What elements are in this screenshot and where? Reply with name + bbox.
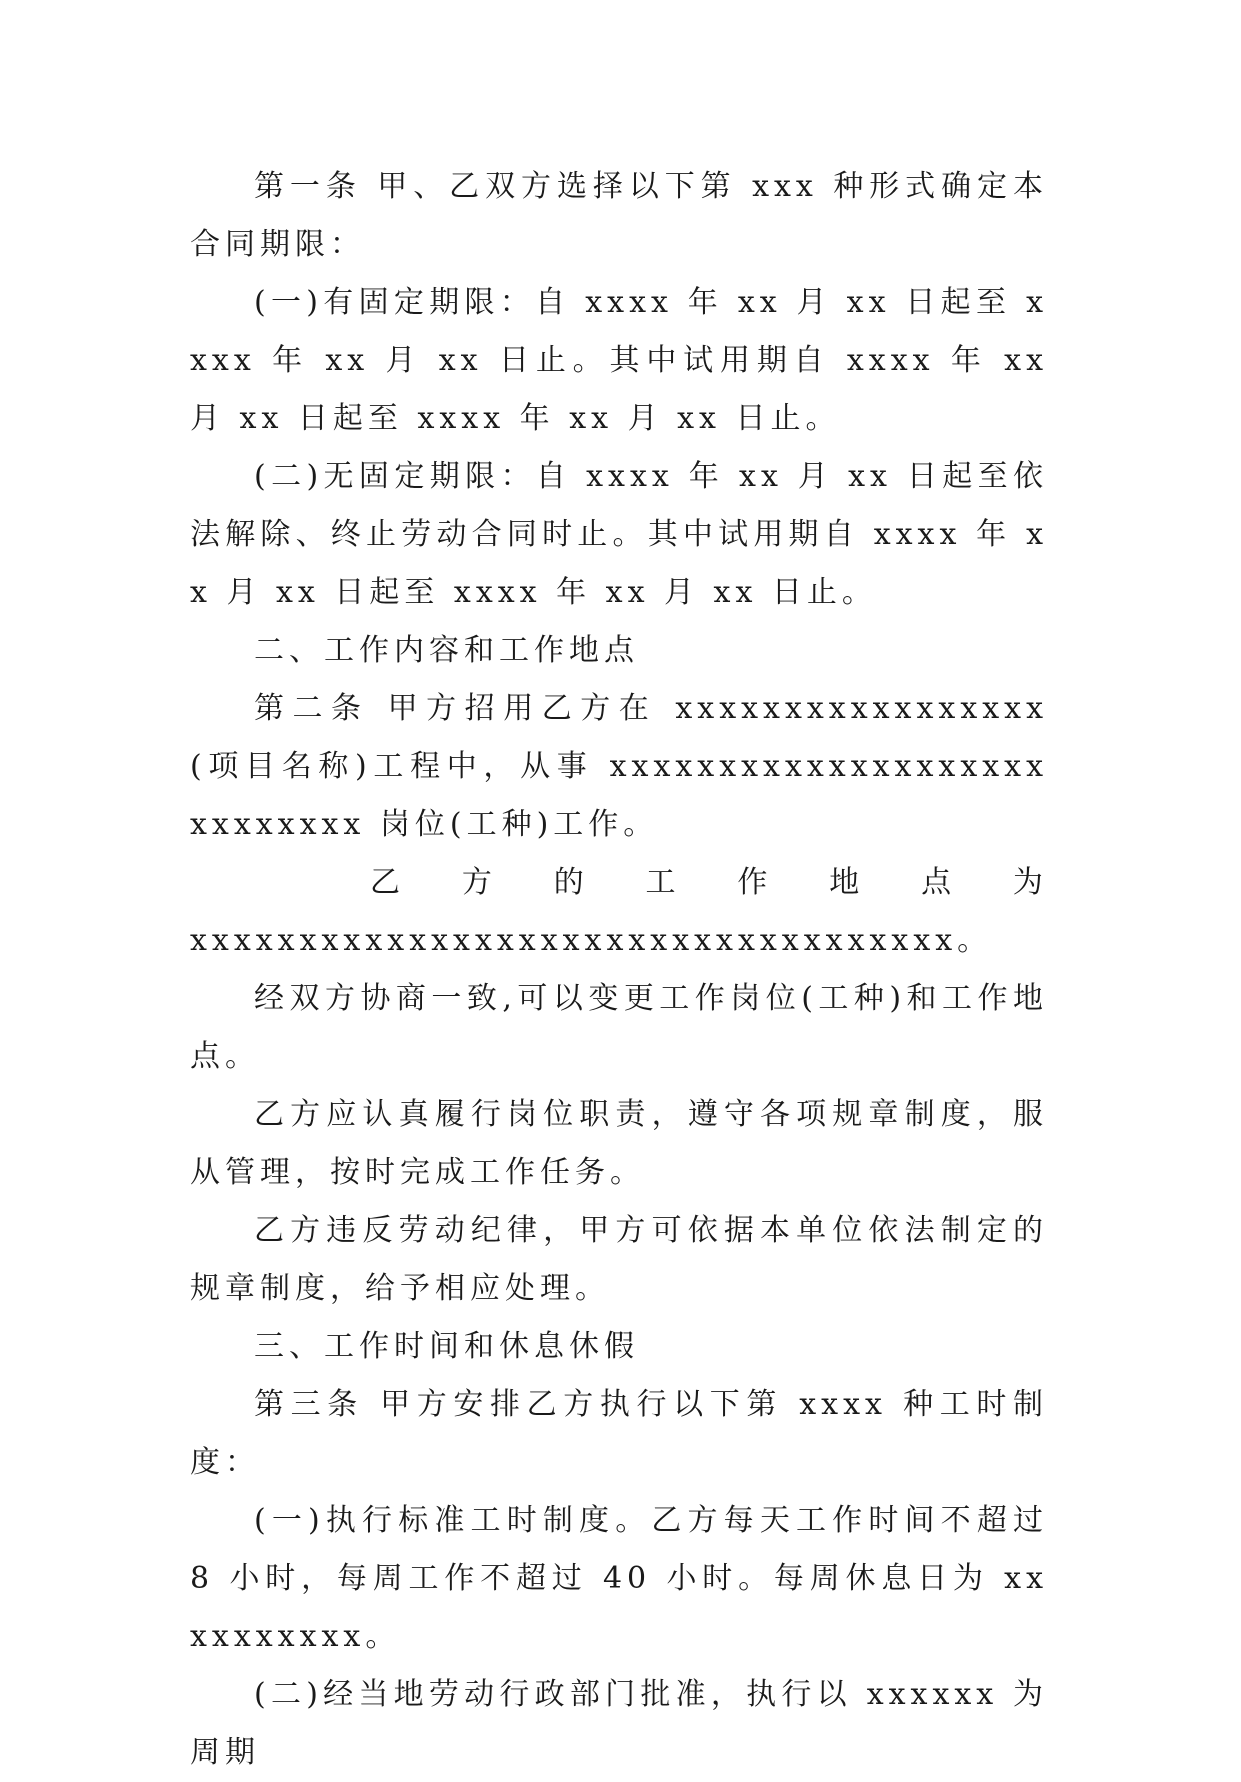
document-page — [190, 158, 1048, 1782]
workplace-label-char: 工 — [645, 865, 681, 900]
section-3-heading: 三、工作时间和休息休假 — [254, 1329, 639, 1364]
section-2-heading: 二、工作内容和工作地点 — [254, 633, 639, 668]
article-1-paragraph: 第一条 甲、乙双方选择以下第 xxx 种形式确定本合同期限： — [190, 169, 1048, 262]
duties-paragraph: 乙方应认真履行岗位职责，遵守各项规章制度，服从管理，按时完成工作任务。 — [190, 1097, 1048, 1190]
open-term-paragraph: (二)无固定期限：自 xxxx 年 xx 月 xx 日起至依法解除、终止劳动合同时止。其中试用期自 xxxx 年 xx 月 xx 日起至 xxxx 年 xx 月 xx 日止。 — [190, 459, 1048, 610]
workplace-label-char: 的 — [553, 865, 589, 900]
workplace-label-char: 为 — [1012, 865, 1048, 900]
workplace-value: xxxxxxxxxxxxxxxxxxxxxxxxxxxxxxxxxxx。 — [190, 923, 993, 958]
workplace-label-char: 点 — [921, 865, 957, 900]
workplace-label-char: 作 — [737, 865, 773, 900]
workplace-label-char: 乙 — [370, 865, 405, 900]
change-position-paragraph: 经双方协商一致,可以变更工作岗位(工种)和工作地点。 — [190, 981, 1048, 1074]
fixed-term-paragraph: (一)有固定期限：自 xxxx 年 xx 月 xx 日起至 xxxx 年 xx 月 xx 日止。其中试用期自 xxxx 年 xx 月 xx 日起至 xxxx 年 xx 月 xx 日止。 — [190, 285, 1048, 436]
standard-hours-paragraph: (一)执行标准工时制度。乙方每天工作时间不超过 8 小时，每周工作不超过 40 小时。每周休息日为 xxxxxxxxxx。 — [190, 1503, 1048, 1654]
approved-hours-paragraph: (二)经当地劳动行政部门批准，执行以 xxxxxx 为周期 — [190, 1677, 1048, 1770]
article-2-paragraph: 第二条 甲方招用乙方在 xxxxxxxxxxxxxxxxx(项目名称)工程中，从事 xxxxxxxxxxxxxxxxxxxxxxxxxxxx 岗位(工种)工作。 — [190, 691, 1048, 842]
workplace-label-char: 方 — [461, 865, 497, 900]
workplace-label-line — [190, 854, 1048, 912]
discipline-paragraph: 乙方违反劳动纪律，甲方可依据本单位依法制定的规章制度，给予相应处理。 — [190, 1213, 1048, 1306]
workplace-label-char: 地 — [829, 865, 865, 900]
article-3-paragraph: 第三条 甲方安排乙方执行以下第 xxxx 种工时制度： — [190, 1387, 1048, 1480]
